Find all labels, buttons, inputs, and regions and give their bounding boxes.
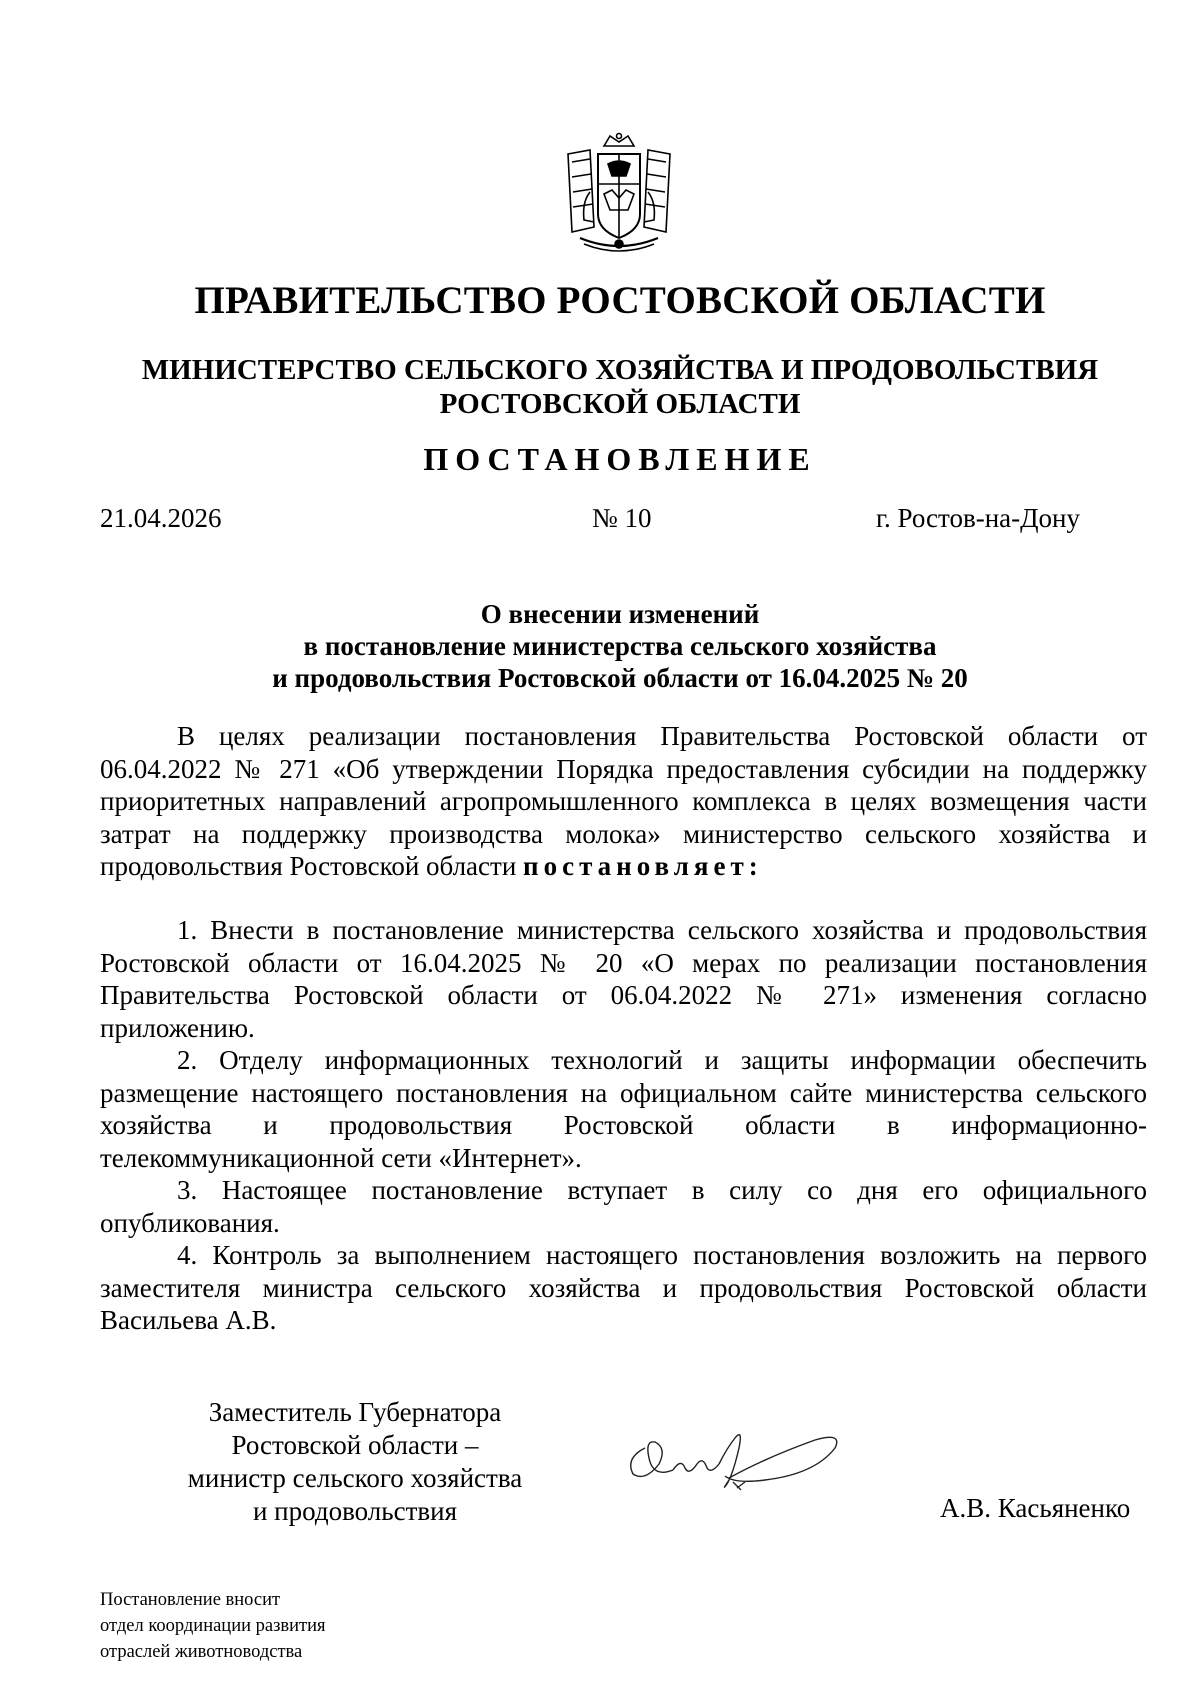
ministry-heading-line2: РОСТОВСКОЙ ОБЛАСТИ bbox=[439, 388, 801, 420]
footer-line3: отраслей животноводства bbox=[100, 1642, 303, 1662]
government-heading: ПРАВИТЕЛЬСТВО РОСТОВСКОЙ ОБЛАСТИ bbox=[194, 279, 1046, 322]
item-1-paragraph: 1. Внести в постановление министерства сельского хозяйства и продовольствия Ростовской области от 16.04.2025 № 20 «О мерах по реализации постановления Правительства Ростовской области от 06.04.2022 № 271» изменения согласно приложению. bbox=[100, 915, 1147, 1043]
item-2-paragraph: 2. Отделу информационных технологий и защиты информации обеспечить размещение настоящего постановления на официальном сайте министерства сельского хозяйства и продовольствия Ростовской области в информационно-телекоммуникационной сети «Интернет». bbox=[100, 1045, 1147, 1173]
document-place: г. Ростов-на-Дону bbox=[876, 503, 1081, 533]
handwritten-signature-icon bbox=[615, 1418, 855, 1498]
signatory-position-line4: и продовольствия bbox=[252, 1496, 457, 1526]
ministry-heading bbox=[0, 353, 1200, 421]
intro-text: В целях реализации постановления Правительства Ростовской области от 06.04.2022 № 271 «Об утверждении Порядка предоставления субсидии на поддержку приоритетных направлений агропромышленного комплекса в целях возмещения части затрат на поддержку производства молока» министерство сельского хозяйства и продовольствия Ростовской области bbox=[100, 721, 1147, 881]
document-type: ПОСТАНОВЛЕНИЕ bbox=[423, 441, 817, 477]
document-title bbox=[0, 598, 1200, 694]
document-date: 21.04.2026 bbox=[100, 503, 222, 533]
signatory-position-line2: Ростовской области – bbox=[231, 1430, 479, 1460]
intro-action: постановляет: bbox=[523, 851, 763, 881]
signatory-position-line1: Заместитель Губернатора bbox=[208, 1397, 502, 1427]
signatory-position bbox=[160, 1396, 550, 1528]
signatory-name: А.В. Касьяненко bbox=[940, 1493, 1131, 1523]
footer-line1: Постановление вносит bbox=[100, 1590, 281, 1610]
document-title-line2: в постановление министерства сельского хозяйства bbox=[303, 631, 937, 661]
item-4-paragraph: 4. Контроль за выполнением настоящего постановления возложить на первого заместителя министра сельского хозяйства и продовольствия Ростовской области Васильева А.В. bbox=[100, 1240, 1147, 1335]
ministry-heading-line1: МИНИСТЕРСТВО СЕЛЬСКОГО ХОЗЯЙСТВА И ПРОДОВОЛЬСТВИЯ bbox=[141, 354, 1099, 386]
coat-of-arms-icon bbox=[560, 132, 678, 258]
document-title-line3: и продовольствия Ростовской области от 16.04.2025 № 20 bbox=[272, 663, 968, 693]
footer-note bbox=[100, 1587, 326, 1665]
signatory-position-line3: министр сельского хозяйства bbox=[187, 1463, 523, 1493]
document-title-line1: О внесении изменений bbox=[480, 599, 760, 629]
item-3-paragraph: 3. Настоящее постановление вступает в силу со дня его официального опубликования. bbox=[100, 1175, 1147, 1238]
intro-paragraph bbox=[100, 720, 1147, 883]
document-number: № 10 bbox=[592, 503, 652, 533]
footer-line2: отдел координации развития bbox=[100, 1616, 326, 1636]
